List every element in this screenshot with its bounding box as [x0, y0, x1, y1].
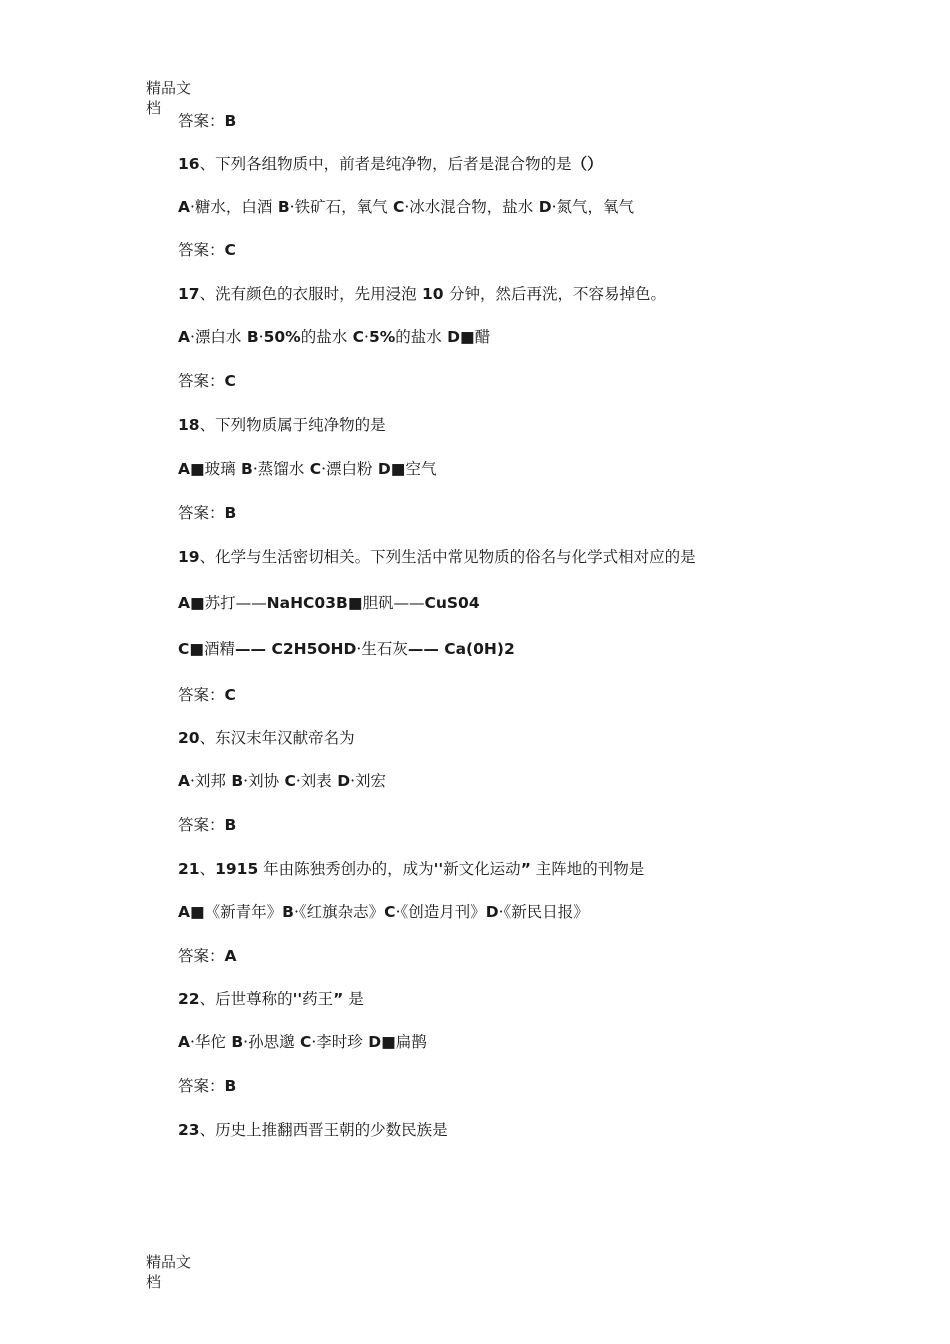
- text-run: 、东汉末年汉献帝名为: [199, 729, 355, 747]
- text-run: ·《新民日报》: [498, 903, 589, 921]
- text-run: 50%: [263, 328, 301, 346]
- text-run: ·刘宏: [350, 772, 387, 790]
- text-line: [178, 592, 480, 614]
- text-run: B: [225, 772, 244, 790]
- text-run: 扁鹊: [395, 1033, 427, 1051]
- text-run: D■: [372, 460, 406, 478]
- text-run: C■: [178, 640, 205, 658]
- text-run: D: [331, 772, 351, 790]
- text-run: 、: [199, 860, 216, 878]
- watermark-line1: 精品文: [146, 79, 192, 97]
- text-run: 答案：: [178, 112, 225, 130]
- text-run: 、下列物质属于纯净物的是: [199, 416, 386, 434]
- text-run: 胆矾——: [362, 594, 425, 612]
- text-run: D: [485, 903, 499, 921]
- text-run: A: [224, 947, 237, 965]
- text-run: A: [178, 772, 190, 790]
- text-line: [178, 370, 236, 392]
- text-run: C: [387, 198, 405, 216]
- text-run: ·漂白水: [190, 328, 242, 346]
- text-run: 19: [178, 548, 200, 566]
- text-run: B: [235, 460, 253, 478]
- text-run: ·蒸馏水: [252, 460, 305, 478]
- text-line: [178, 814, 236, 836]
- text-run: CuS04: [424, 594, 480, 612]
- text-run: C: [347, 328, 364, 346]
- text-line: [178, 684, 236, 706]
- text-line: [178, 945, 237, 967]
- text-run: 1915: [215, 860, 259, 878]
- text-run: ·孙思邈: [243, 1033, 295, 1051]
- text-run: 醋: [474, 328, 491, 346]
- text-run: B: [224, 1077, 237, 1095]
- text-line: [178, 239, 236, 261]
- text-run: ·漂白粉: [321, 460, 373, 478]
- text-line: [178, 901, 589, 923]
- text-run: ·糖水，白酒: [190, 198, 273, 216]
- text-run: 年由陈独秀创办的，成为: [258, 860, 434, 878]
- text-run: C: [224, 372, 236, 390]
- text-run: ·《创造月刊》: [395, 903, 486, 921]
- text-run: 空气: [405, 460, 437, 478]
- text-line: [178, 458, 436, 480]
- text-run: B: [224, 112, 237, 130]
- text-run: A■: [178, 594, 205, 612]
- text-run: ·冰水混合物，盐水: [404, 198, 534, 216]
- text-line: [178, 414, 386, 436]
- text-line: [178, 110, 236, 132]
- text-run: A: [178, 198, 190, 216]
- text-line: [178, 858, 644, 880]
- text-run: C: [294, 1033, 312, 1051]
- text-run: B: [224, 816, 237, 834]
- text-run: C: [279, 772, 296, 790]
- text-run: 答案：: [178, 816, 225, 834]
- text-line: [178, 283, 666, 305]
- text-line: [178, 196, 634, 218]
- text-run: ·生石灰: [356, 640, 408, 658]
- text-run: ·《红旗杂志》: [293, 903, 385, 921]
- text-run: B: [272, 198, 290, 216]
- text-run: 23: [178, 1121, 200, 1139]
- text-run: 《新青年》: [204, 903, 283, 921]
- text-run: 20: [178, 729, 200, 747]
- text-line: [178, 153, 603, 175]
- text-run: 22: [178, 990, 200, 1008]
- text-line: [178, 326, 490, 348]
- text-run: 答案：: [178, 686, 225, 704]
- text-run: 苏打——: [204, 594, 267, 612]
- watermark-line1: 精品文: [146, 1253, 192, 1271]
- text-run: —— Ca(0H)2: [407, 640, 515, 658]
- text-line: [178, 770, 386, 792]
- text-run: ·刘邦: [190, 772, 226, 790]
- text-line: [178, 638, 515, 660]
- text-run: 21: [178, 860, 200, 878]
- text-run: —— C2H5OHD: [235, 640, 357, 658]
- text-run: D■: [441, 328, 475, 346]
- text-run: 答案：: [178, 947, 225, 965]
- text-run: 17: [178, 285, 200, 303]
- text-run: C: [384, 903, 396, 921]
- text-run: 5%: [368, 328, 396, 346]
- text-run: 分钟，然后再洗，不容易掉色。: [448, 285, 666, 303]
- text-run: 、下列各组物质中，前者是纯净物，后者是混合物的是: [199, 155, 572, 173]
- text-run: 药王: [302, 990, 334, 1008]
- text-run: B: [241, 328, 259, 346]
- text-run: B: [225, 1033, 244, 1051]
- text-run: ·: [258, 328, 264, 346]
- text-run: 玻璃: [204, 460, 236, 478]
- text-run: 答案：: [178, 504, 225, 522]
- text-run: 的盐水: [395, 328, 442, 346]
- text-run: ·刘协: [243, 772, 280, 790]
- text-line: [178, 546, 696, 568]
- text-run: 是: [343, 990, 364, 1008]
- text-run: A■: [178, 903, 205, 921]
- text-run: B: [224, 504, 237, 522]
- text-run: ”: [333, 990, 344, 1008]
- text-run: 答案：: [178, 372, 225, 390]
- text-run: 18: [178, 416, 200, 434]
- text-run: ·李时珍: [311, 1033, 363, 1051]
- text-run: B: [282, 903, 294, 921]
- text-run: 、历史上推翻西晋王朝的少数民族是: [199, 1121, 448, 1139]
- text-run: ·铁矿石，氧气: [289, 198, 388, 216]
- text-run: A: [178, 1033, 190, 1051]
- text-line: [178, 988, 364, 1010]
- text-run: ·刘表: [295, 772, 332, 790]
- text-run: 新文化运动: [443, 860, 521, 878]
- text-run: 16: [178, 155, 200, 173]
- text-run: ·华佗: [190, 1033, 226, 1051]
- text-run: （）: [571, 155, 603, 173]
- text-run: D: [533, 198, 552, 216]
- watermark-bottom: [146, 1252, 206, 1292]
- text-run: 10: [416, 285, 449, 303]
- text-run: C: [304, 460, 322, 478]
- text-line: [178, 727, 355, 749]
- text-run: 酒精: [204, 640, 236, 658]
- text-run: '': [433, 860, 444, 878]
- text-run: ·: [364, 328, 369, 346]
- text-run: 主阵地的刊物是: [530, 860, 645, 878]
- text-run: 、洗有颜色的衣服时，先用浸泡: [199, 285, 417, 303]
- text-run: C: [224, 686, 236, 704]
- text-run: D■: [362, 1033, 396, 1051]
- text-run: 答案：: [178, 1077, 225, 1095]
- text-run: NaHC03B■: [266, 594, 363, 612]
- text-run: 、后世尊称的: [199, 990, 293, 1008]
- text-run: A■: [178, 460, 205, 478]
- text-line: [178, 1031, 427, 1053]
- watermark-line2: 档: [146, 99, 162, 117]
- text-run: ”: [520, 860, 531, 878]
- text-line: [178, 502, 236, 524]
- text-line: [178, 1119, 448, 1141]
- text-run: 答案：: [178, 241, 225, 259]
- text-run: 、化学与生活密切相关。下列生活中常见物质的俗名与化学式相对应的是: [199, 548, 696, 566]
- text-run: A: [178, 328, 190, 346]
- text-run: C: [224, 241, 236, 259]
- watermark-line2: 档: [146, 1273, 162, 1291]
- text-line: [178, 1075, 236, 1097]
- text-run: ·氮气，氧气: [551, 198, 635, 216]
- text-run: 的盐水: [300, 328, 348, 346]
- text-run: '': [292, 990, 303, 1008]
